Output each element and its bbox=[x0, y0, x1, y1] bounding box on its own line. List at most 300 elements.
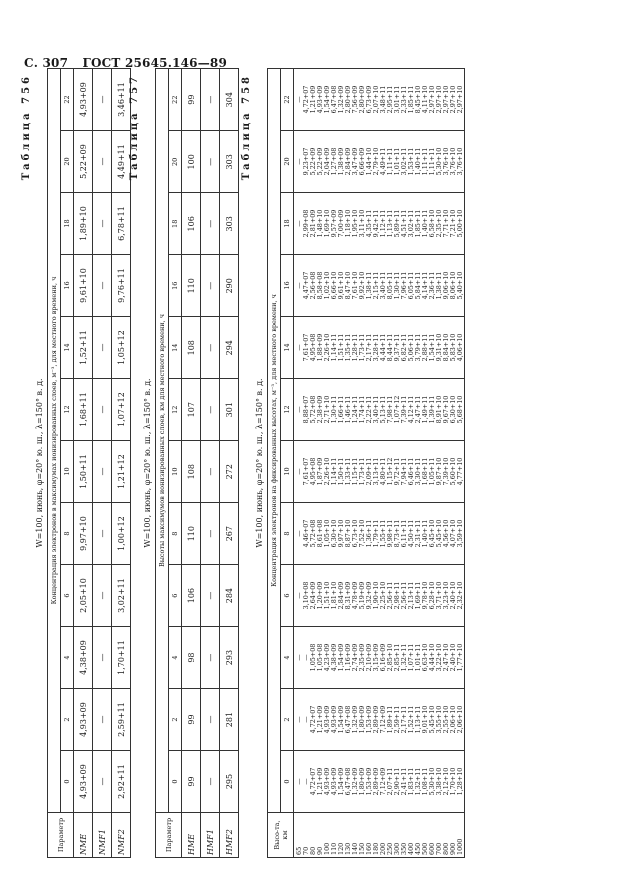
hour-header: 16 bbox=[281, 255, 294, 317]
hour-header: 22 bbox=[61, 69, 74, 131]
value-cell: 4,77+10 bbox=[456, 457, 464, 486]
value-cell: 1,79+11 bbox=[372, 519, 380, 548]
value-cell: 2,40+10 bbox=[449, 643, 457, 672]
value-cell: 9,01+10 bbox=[421, 705, 429, 734]
height-value: 180 bbox=[372, 842, 380, 855]
value-cell: 1,95+10 bbox=[351, 209, 359, 238]
hour-header: 6 bbox=[61, 565, 74, 627]
value-cell: 1,05+10 bbox=[323, 519, 331, 548]
value-column bbox=[294, 193, 465, 255]
value-cell: 7,12+09 bbox=[379, 705, 387, 734]
value-cell: 1,32+09 bbox=[337, 85, 345, 114]
value-cell: 5,13+11 bbox=[379, 395, 387, 424]
height-column bbox=[294, 813, 465, 858]
height-value: 70 bbox=[302, 846, 310, 855]
value-cell: — bbox=[302, 716, 310, 723]
value-cell: — bbox=[201, 131, 220, 193]
value-cell: 3,01+11 bbox=[393, 85, 401, 114]
value-cell: 108 bbox=[182, 441, 201, 503]
value-cell: 8,58+08 bbox=[316, 271, 324, 300]
value-cell: — bbox=[201, 689, 220, 751]
height-value: 900 bbox=[449, 842, 457, 855]
hour-header: 6 bbox=[169, 565, 182, 627]
value-cell: 2,13+11 bbox=[407, 581, 415, 610]
value-cell: 7,00+09 bbox=[337, 209, 345, 238]
value-cell: 2,31+11 bbox=[414, 519, 422, 548]
value-cell: 9,78+10 bbox=[421, 581, 429, 610]
value-cell: 5,22+09 bbox=[74, 131, 93, 193]
value-cell: 1,44+10 bbox=[365, 147, 373, 176]
value-cell: 9,97+10 bbox=[74, 503, 93, 565]
value-cell: 4,11+10 bbox=[421, 85, 429, 114]
value-cell: 2,97+10 bbox=[442, 85, 450, 114]
value-cell: 295 bbox=[220, 751, 239, 813]
value-cell: 3,76+10 bbox=[442, 147, 450, 176]
value-cell: — bbox=[93, 131, 112, 193]
value-cell: 1,07+12 bbox=[112, 379, 131, 441]
value-cell: 1,73+11 bbox=[358, 457, 366, 486]
height-value: 800 bbox=[442, 842, 450, 855]
value-cell: — bbox=[295, 406, 303, 413]
value-cell: 110 bbox=[182, 255, 201, 317]
value-cell: 2,47+11 bbox=[414, 395, 422, 424]
value-cell: 1,50+11 bbox=[337, 457, 345, 486]
value-cell: 1,81+10 bbox=[330, 581, 338, 610]
value-cell: 1,80+09 bbox=[358, 705, 366, 734]
value-cell: 9,92+10 bbox=[358, 271, 366, 300]
value-cell: 7,98+11 bbox=[386, 395, 394, 424]
value-cell: 2,89+09 bbox=[372, 705, 380, 734]
value-cell: 4,78+09 bbox=[351, 581, 359, 610]
hour-header: 14 bbox=[281, 317, 294, 379]
value-column bbox=[294, 379, 465, 441]
value-cell: 1,54+09 bbox=[337, 705, 345, 734]
value-cell: 1,32+09 bbox=[351, 767, 359, 796]
value-cell: 6,05+11 bbox=[407, 271, 415, 300]
value-cell: 6,30+10 bbox=[449, 395, 457, 424]
table-757-title: Таблица 757 bbox=[129, 74, 140, 181]
value-cell: 1,32+11 bbox=[400, 643, 408, 672]
table-757-caption: W=100, июнь, φ=20° ю. ш., λ=150° в. д. bbox=[143, 378, 152, 548]
value-cell: 1,48+10 bbox=[316, 209, 324, 238]
value-cell: — bbox=[93, 751, 112, 813]
value-cell: 9,61+10 bbox=[74, 255, 93, 317]
height-value: 120 bbox=[337, 842, 345, 855]
value-cell: 2,90+11 bbox=[393, 767, 401, 796]
value-cell: 2,12+10 bbox=[442, 767, 450, 796]
value-cell: 290 bbox=[220, 255, 239, 317]
value-cell: 2,59+11 bbox=[393, 705, 401, 734]
value-cell: 6,78+11 bbox=[112, 193, 131, 255]
value-cell: — bbox=[295, 468, 303, 475]
value-cell: 2,92+11 bbox=[112, 751, 131, 813]
hour-header: 16 bbox=[169, 255, 182, 317]
hour-header: 10 bbox=[61, 441, 74, 503]
value-cell: 4,95+08 bbox=[309, 333, 317, 362]
value-cell: — bbox=[302, 778, 310, 785]
value-cell: 3,23+10 bbox=[442, 581, 450, 610]
value-cell: 5,72+08 bbox=[309, 519, 317, 548]
value-cell: 4,46+07 bbox=[302, 519, 310, 548]
value-cell: 7,96+11 bbox=[400, 271, 408, 300]
value-cell: 7,61+10 bbox=[351, 271, 359, 300]
value-cell: 1,21+09 bbox=[316, 767, 324, 796]
value-cell: 3,22+10 bbox=[435, 643, 443, 672]
value-cell: 5,83+10 bbox=[449, 333, 457, 362]
value-cell: 6,66+10 bbox=[330, 271, 338, 300]
value-column bbox=[294, 317, 465, 379]
value-cell: 1,46+11 bbox=[344, 395, 352, 424]
value-cell: 1,21+09 bbox=[309, 85, 317, 114]
height-value: 600 bbox=[428, 842, 436, 855]
param-name: HME bbox=[182, 813, 201, 858]
height-value: 100 bbox=[323, 842, 331, 855]
value-cell: 4,47+07 bbox=[302, 271, 310, 300]
value-column bbox=[294, 627, 465, 689]
value-cell: 8,45+10 bbox=[414, 85, 422, 114]
value-cell: — bbox=[201, 503, 220, 565]
value-cell: 2,97+10 bbox=[435, 85, 443, 114]
value-cell: 1,90+10 bbox=[372, 581, 380, 610]
value-cell: 3,55+10 bbox=[435, 705, 443, 734]
value-cell: 5,30+10 bbox=[435, 147, 443, 176]
value-cell: 2,26+10 bbox=[323, 457, 331, 486]
value-cell: 1,11+11 bbox=[428, 147, 436, 176]
value-cell: — bbox=[201, 193, 220, 255]
value-cell: — bbox=[201, 751, 220, 813]
value-cell: — bbox=[295, 96, 303, 103]
value-cell: 8,06+10 bbox=[449, 271, 457, 300]
value-cell: 1,08+11 bbox=[421, 767, 429, 796]
page-number: С. 307 bbox=[24, 56, 69, 70]
value-cell: 6,46+11 bbox=[407, 457, 415, 486]
height-value: 400 bbox=[407, 842, 415, 855]
hour-header: 2 bbox=[61, 689, 74, 751]
height-value: 200 bbox=[379, 842, 387, 855]
value-cell: 1,38+11 bbox=[435, 271, 443, 300]
value-cell: 4,93+09 bbox=[323, 767, 331, 796]
value-cell: 4,80+11 bbox=[379, 457, 387, 486]
value-cell: 1,77+10 bbox=[456, 643, 464, 672]
height-value: 1000 bbox=[456, 838, 464, 855]
hour-header: 20 bbox=[281, 131, 294, 193]
value-cell: — bbox=[93, 503, 112, 565]
value-cell: 9,76+11 bbox=[112, 255, 131, 317]
value-cell: 2,81+09 bbox=[309, 209, 317, 238]
value-cell: 8,47+10 bbox=[344, 271, 352, 300]
value-cell: 2,38+09 bbox=[316, 395, 324, 424]
value-cell: 99 bbox=[182, 751, 201, 813]
value-column bbox=[294, 565, 465, 627]
value-cell: — bbox=[93, 379, 112, 441]
hour-header: 12 bbox=[281, 379, 294, 441]
value-cell: 2,10+09 bbox=[365, 643, 373, 672]
value-cell: 267 bbox=[220, 503, 239, 565]
value-cell: 2,99+08 bbox=[302, 209, 310, 238]
value-cell: 7,39+10 bbox=[442, 457, 450, 486]
value-cell: 1,66+11 bbox=[337, 395, 345, 424]
hour-header: 4 bbox=[281, 627, 294, 689]
value-cell: 2,07+11 bbox=[386, 767, 394, 796]
table-row bbox=[93, 69, 112, 858]
value-cell: 2,26+10 bbox=[323, 333, 331, 362]
value-cell: 1,89+10 bbox=[74, 193, 93, 255]
value-column bbox=[294, 441, 465, 503]
value-cell: 1,53+09 bbox=[365, 705, 373, 734]
value-cell: — bbox=[295, 654, 303, 661]
value-cell: — bbox=[93, 317, 112, 379]
value-cell: 2,97+10 bbox=[428, 85, 436, 114]
value-cell: 4,93+09 bbox=[74, 751, 93, 813]
value-cell: 1,07+12 bbox=[393, 395, 401, 424]
value-cell: 5,22+09 bbox=[316, 147, 324, 176]
value-cell: 9,32+09 bbox=[365, 581, 373, 610]
value-cell: 1,51+10 bbox=[323, 581, 331, 610]
hour-header: 0 bbox=[281, 751, 294, 813]
value-cell: 293 bbox=[220, 627, 239, 689]
value-cell: — bbox=[295, 344, 303, 351]
value-cell: 6,30+10 bbox=[330, 519, 338, 548]
value-cell: 2,32+10 bbox=[456, 581, 464, 610]
value-cell: 4,50+11 bbox=[407, 519, 415, 548]
value-cell: — bbox=[201, 255, 220, 317]
value-cell: 5,19+09 bbox=[358, 581, 366, 610]
value-cell: 2,06+10 bbox=[456, 705, 464, 734]
standard-code: ГОСТ 25645.146—89 bbox=[82, 56, 228, 70]
param-name: HMF1 bbox=[201, 813, 220, 858]
value-cell: — bbox=[302, 654, 310, 661]
value-cell: — bbox=[295, 282, 303, 289]
value-cell: 4,49+11 bbox=[112, 131, 131, 193]
value-cell: 5,60+10 bbox=[449, 457, 457, 486]
hour-header: 16 bbox=[61, 255, 74, 317]
value-cell: 2,05+10 bbox=[74, 565, 93, 627]
value-cell: 106 bbox=[182, 565, 201, 627]
value-cell: 1,80+09 bbox=[358, 767, 366, 796]
table-row bbox=[74, 69, 93, 858]
value-cell: 1,49+11 bbox=[421, 395, 429, 424]
value-cell: 1,05+12 bbox=[112, 317, 131, 379]
table-row bbox=[220, 69, 239, 858]
table-row bbox=[112, 69, 131, 858]
hour-header: 4 bbox=[61, 627, 74, 689]
value-cell: — bbox=[201, 69, 220, 131]
value-cell: 1,70+11 bbox=[112, 627, 131, 689]
table-756 bbox=[47, 68, 131, 858]
hour-header: 12 bbox=[169, 379, 182, 441]
value-cell: 4,51+11 bbox=[400, 209, 408, 238]
param-name: NMF1 bbox=[93, 813, 112, 858]
value-cell: 4,49+11 bbox=[379, 147, 387, 176]
hour-header: 2 bbox=[169, 689, 182, 751]
value-cell: 7,61+07 bbox=[302, 457, 310, 486]
value-cell: 1,68+11 bbox=[421, 457, 429, 486]
value-cell: 4,23+09 bbox=[323, 643, 331, 672]
value-cell: 2,59+11 bbox=[112, 689, 131, 751]
height-value: 350 bbox=[400, 842, 408, 855]
value-cell: — bbox=[295, 220, 303, 227]
height-value: 90 bbox=[316, 846, 324, 855]
value-cell: 303 bbox=[220, 131, 239, 193]
height-value: 110 bbox=[330, 842, 338, 855]
value-cell: 1,70+10 bbox=[449, 767, 457, 796]
value-cell: 1,88+09 bbox=[316, 333, 324, 362]
value-cell: 7,39+11 bbox=[400, 395, 408, 424]
value-cell: 7,61+07 bbox=[302, 333, 310, 362]
value-cell: 3,76+10 bbox=[456, 147, 464, 176]
param-name: NME bbox=[74, 813, 93, 858]
value-cell: 4,35+11 bbox=[365, 209, 373, 238]
value-cell: 2,15+11 bbox=[372, 271, 380, 300]
value-cell: 3,47+09 bbox=[351, 147, 359, 176]
value-cell: 4,72+07 bbox=[309, 705, 317, 734]
value-cell: 8,73+11 bbox=[393, 519, 401, 548]
value-cell: 4,44+10 bbox=[428, 643, 436, 672]
param-header: Параметр bbox=[48, 813, 74, 858]
height-value: 700 bbox=[435, 842, 443, 855]
value-cell: 1,00+12 bbox=[112, 503, 131, 565]
value-cell: 1,15+12 bbox=[386, 457, 394, 486]
value-cell: 1,54+09 bbox=[337, 643, 345, 672]
value-cell: 3,76+10 bbox=[449, 147, 457, 176]
height-value: 65 bbox=[295, 846, 303, 855]
value-cell: 6,58+10 bbox=[428, 209, 436, 238]
value-cell: 99 bbox=[182, 689, 201, 751]
value-cell: 2,85+11 bbox=[393, 643, 401, 672]
value-cell: 4,93+09 bbox=[316, 85, 324, 114]
value-cell: 6,82+11 bbox=[400, 333, 408, 362]
value-cell: 1,36+11 bbox=[365, 519, 373, 548]
value-cell: 2,36+11 bbox=[428, 271, 436, 300]
value-cell: — bbox=[201, 441, 220, 503]
value-cell: 3,40+11 bbox=[379, 271, 387, 300]
value-cell: 1,51+11 bbox=[337, 333, 345, 362]
value-cell: 1,30+11 bbox=[393, 271, 401, 300]
value-cell: 7,94+11 bbox=[400, 457, 408, 486]
value-cell: 2,55+10 bbox=[442, 705, 450, 734]
value-cell: 3,30+11 bbox=[414, 457, 422, 486]
value-cell: 4,56+10 bbox=[442, 519, 450, 548]
value-cell: 2,84+09 bbox=[344, 147, 352, 176]
value-cell: 2,71+10 bbox=[323, 395, 331, 424]
value-cell: — bbox=[295, 530, 303, 537]
value-cell: 1,69+10 bbox=[323, 209, 331, 238]
value-cell: 3,59+10 bbox=[456, 519, 464, 548]
value-cell: 3,02+11 bbox=[407, 209, 415, 238]
table-758-subcaption: Концентрация электронов на фиксированных высотах, м⁻³, для местного времени, ч bbox=[268, 69, 281, 813]
value-cell: 1,28+11 bbox=[351, 333, 359, 362]
height-value: 130 bbox=[344, 842, 352, 855]
value-cell: 98 bbox=[182, 627, 201, 689]
value-cell: 2,80+09 bbox=[358, 85, 366, 114]
value-cell: 5,89+11 bbox=[393, 209, 401, 238]
value-cell: 4,07+10 bbox=[449, 519, 457, 548]
value-cell: 3,13+11 bbox=[372, 457, 380, 486]
hour-header: 4 bbox=[169, 627, 182, 689]
value-cell: 6,16+09 bbox=[379, 643, 387, 672]
value-cell: 5,68+10 bbox=[456, 395, 464, 424]
value-cell: 5,72+08 bbox=[309, 395, 317, 424]
height-value: 160 bbox=[365, 842, 373, 855]
value-cell: 5,45+10 bbox=[428, 705, 436, 734]
value-cell: 5,30+10 bbox=[428, 767, 436, 796]
value-cell: 9,98+11 bbox=[386, 519, 394, 548]
hour-header: 14 bbox=[169, 317, 182, 379]
table-757 bbox=[155, 68, 239, 858]
value-cell: 304 bbox=[220, 69, 239, 131]
param-header: Параметр bbox=[156, 813, 182, 858]
value-cell: 1,38+09 bbox=[337, 147, 345, 176]
value-cell: — bbox=[93, 627, 112, 689]
hour-header: 0 bbox=[61, 751, 74, 813]
value-cell: 1,53+09 bbox=[365, 767, 373, 796]
height-value: 250 bbox=[386, 842, 394, 855]
value-cell: 303 bbox=[220, 193, 239, 255]
value-cell: 2,33+11 bbox=[400, 85, 408, 114]
value-cell: 3,40+11 bbox=[372, 395, 380, 424]
value-cell: 2,22+11 bbox=[365, 395, 373, 424]
value-cell: 4,38+09 bbox=[330, 643, 338, 672]
value-column bbox=[294, 131, 465, 193]
value-cell: 1,52+11 bbox=[74, 317, 93, 379]
value-cell: 2,98+11 bbox=[393, 581, 401, 610]
value-column bbox=[294, 255, 465, 317]
value-cell: — bbox=[201, 627, 220, 689]
value-cell: 2,17+11 bbox=[365, 333, 373, 362]
hour-header: 14 bbox=[61, 317, 74, 379]
hour-header: 2 bbox=[281, 689, 294, 751]
hour-header: 10 bbox=[281, 441, 294, 503]
table-756-caption: W=100, июнь, φ=20° ю. ш., λ=150° в. д. bbox=[35, 378, 44, 548]
value-cell: 1,05+11 bbox=[428, 457, 436, 486]
value-cell: 2,25+10 bbox=[379, 581, 387, 610]
value-cell: 2,41+11 bbox=[400, 767, 408, 796]
height-value: 450 bbox=[414, 842, 422, 855]
value-cell: 8,44+11 bbox=[386, 333, 394, 362]
value-cell: 1,54+09 bbox=[323, 85, 331, 114]
value-cell: 3,02+11 bbox=[112, 565, 131, 627]
value-cell: 108 bbox=[182, 317, 201, 379]
param-name: HMF2 bbox=[220, 813, 239, 858]
value-cell: 6,66+09 bbox=[358, 147, 366, 176]
value-cell: 4,93+09 bbox=[74, 689, 93, 751]
rotated-tables bbox=[19, 68, 619, 858]
value-cell: 1,38+11 bbox=[365, 271, 373, 300]
value-cell: 281 bbox=[220, 689, 239, 751]
value-cell: 1,16+09 bbox=[344, 643, 352, 672]
value-cell: — bbox=[295, 158, 303, 165]
value-cell: 4,72+07 bbox=[302, 85, 310, 114]
value-cell: — bbox=[201, 379, 220, 441]
hour-header: 20 bbox=[61, 131, 74, 193]
hour-header: 0 bbox=[169, 751, 182, 813]
value-cell: 1,11+11 bbox=[386, 147, 394, 176]
value-cell: 110 bbox=[182, 503, 201, 565]
value-cell: 3,48+11 bbox=[379, 85, 387, 114]
value-cell: 6,73+09 bbox=[365, 85, 373, 114]
value-cell: — bbox=[295, 716, 303, 723]
hour-header: 10 bbox=[169, 441, 182, 503]
value-cell: 100 bbox=[182, 131, 201, 193]
value-cell: 9,67+10 bbox=[442, 395, 450, 424]
value-cell: 2,17+11 bbox=[400, 705, 408, 734]
value-cell: 8,31+09 bbox=[344, 581, 352, 610]
value-cell: 2,84+09 bbox=[337, 581, 345, 610]
value-cell: 3,10+08 bbox=[302, 581, 310, 610]
value-cell: 1,14+11 bbox=[330, 333, 338, 362]
value-cell: 9,57+09 bbox=[330, 209, 338, 238]
hour-header: 12 bbox=[61, 379, 74, 441]
